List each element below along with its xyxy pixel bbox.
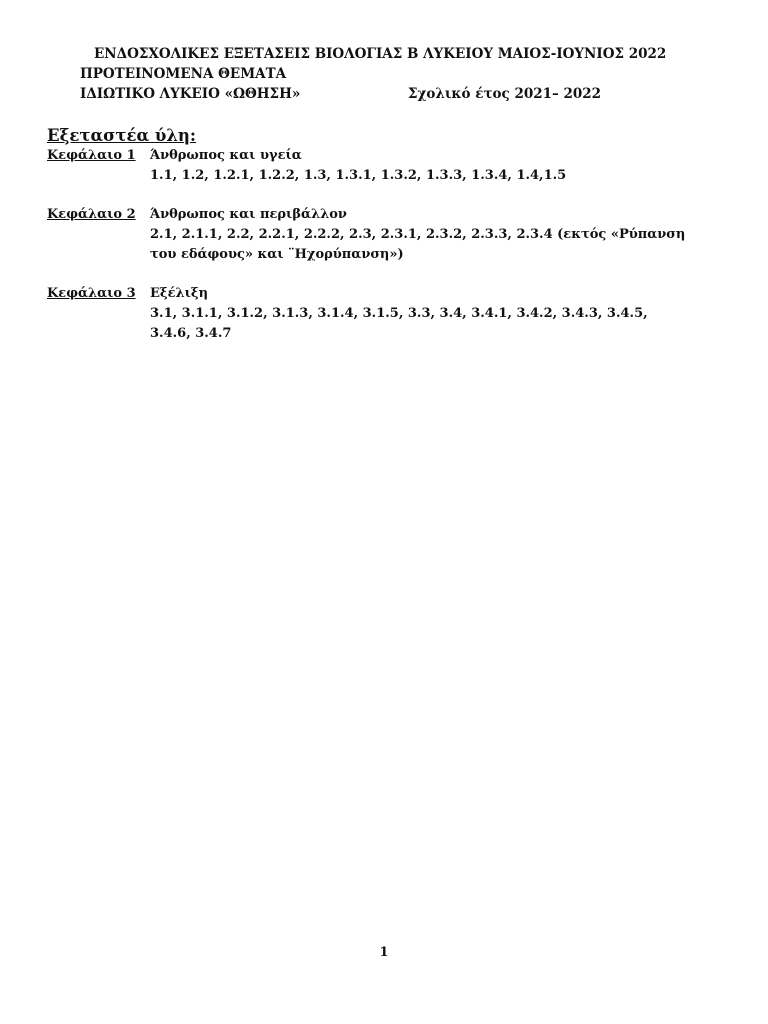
chapter-name: Εξέλιξη	[150, 286, 209, 301]
chapter-2	[47, 205, 727, 265]
chapter-label: Κεφάλαιο 2	[47, 207, 136, 222]
school-year: Σχολικό έτος 2021– 2022	[408, 86, 602, 102]
exam-title: ΕΝΔΟΣΧΟΛΙΚΕΣ ΕΞΕΤΑΣΕΙΣ ΒΙΟΛΟΓΙΑΣ Β ΛΥΚΕΙΟΥ ΜΑΙΟΣ-ΙΟΥΝΙΟΣ 2022	[94, 46, 667, 62]
chapter-1	[47, 146, 727, 186]
chapter-label: Κεφάλαιο 3	[47, 286, 136, 301]
syllabus-heading: Εξεταστέα ύλη:	[47, 126, 197, 145]
chapter-3	[47, 284, 727, 344]
exam-subtitle: ΠΡΟΤΕΙΝΟΜΕΝΑ ΘΕΜΑΤΑ	[80, 66, 287, 82]
chapter-sections: 3.1, 3.1.1, 3.1.2, 3.1.3, 3.1.4, 3.1.5, 3.3, 3.4, 3.4.1, 3.4.2, 3.4.3, 3.4.5, 3.4.6, 3.4.7	[150, 306, 648, 341]
chapter-sections: 1.1, 1.2, 1.2.1, 1.2.2, 1.3, 1.3.1, 1.3.2, 1.3.3, 1.3.4, 1.4,1.5	[150, 168, 567, 183]
chapter-sections: 2.1, 2.1.1, 2.2, 2.2.1, 2.2.2, 2.3, 2.3.1, 2.3.2, 2.3.3, 2.3.4 (εκτός «Ρύπανση του εδάφους» και ¨Ηχορύπανση»)	[150, 227, 686, 262]
document-header	[80, 44, 720, 104]
school-line	[80, 84, 720, 104]
chapter-name: Άνθρωπος και υγεία	[150, 148, 302, 163]
page-number: 1	[379, 945, 389, 960]
chapter-label: Κεφάλαιο 1	[47, 148, 136, 163]
school-name: ΙΔΙΩΤΙΚΟ ΛΥΚΕΙΟ «ΩΘΗΣΗ»	[80, 86, 301, 102]
chapter-name: Άνθρωπος και περιβάλλον	[150, 207, 347, 222]
